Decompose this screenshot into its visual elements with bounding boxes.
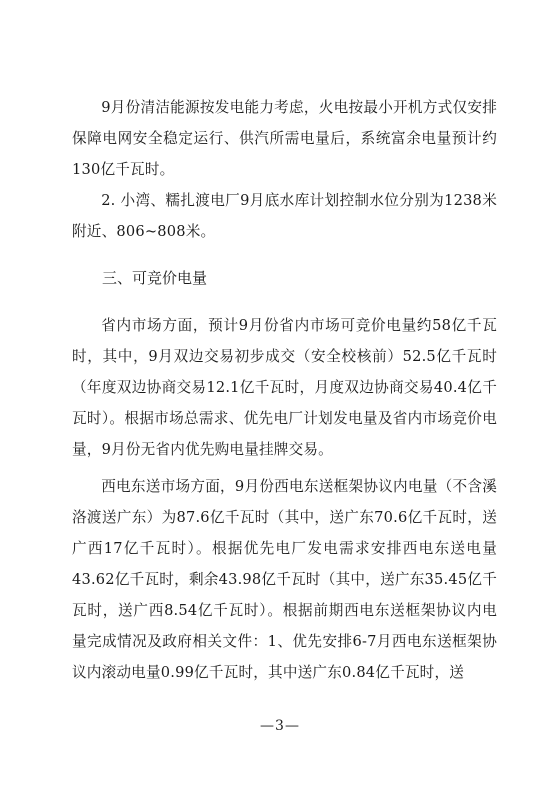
- paragraph-clean-energy: 9月份清洁能源按发电能力考虑，火电按最小开机方式仅安排保障电网安全稳定运行、供汽所需电量后，系统富余电量预计约130亿千瓦时。: [72, 99, 497, 178]
- paragraph-reservoir-levels: 2. 小湾、糯扎渡电厂9月底水库计划控制水位分别为1238米附近、806~808米。: [72, 192, 497, 240]
- document-body: [72, 92, 497, 688]
- section-heading-biddable-power: 三、可竞价电量: [102, 269, 208, 287]
- paragraph-west-east-market: 西电东送市场方面，9月份西电东送框架协议内电量（不含溪洛渡送广东）为87.6亿千瓦时（其中，送广东70.6亿千瓦时，送广西17亿千瓦时）。根据优先电厂发电需求安排西电东送电量43.62亿千瓦时，剩余43.98亿千瓦时（其中，送广东35.45亿千瓦时，送广西8.54亿千瓦时）。根据前期西电东送框架协议内电量完成情况及政府相关文件：1、优先安排6-7月西电东送框架协议内滚动电量0.99亿千瓦时，其中送广东0.84亿千瓦时，送: [72, 478, 497, 681]
- paragraph-provincial-market: 省内市场方面，预计9月份省内市场可竞价电量约58亿千瓦时，其中，9月双边交易初步成交（安全校核前）52.5亿千瓦时（年度双边协商交易12.1亿千瓦时，月度双边协商交易40.4亿千瓦时）。根据市场总需求、优先电厂计划发电量及省内市场竞价电量，9月份无省内优先购电量挂牌交易。: [72, 317, 497, 458]
- page-number: —3—: [260, 718, 300, 734]
